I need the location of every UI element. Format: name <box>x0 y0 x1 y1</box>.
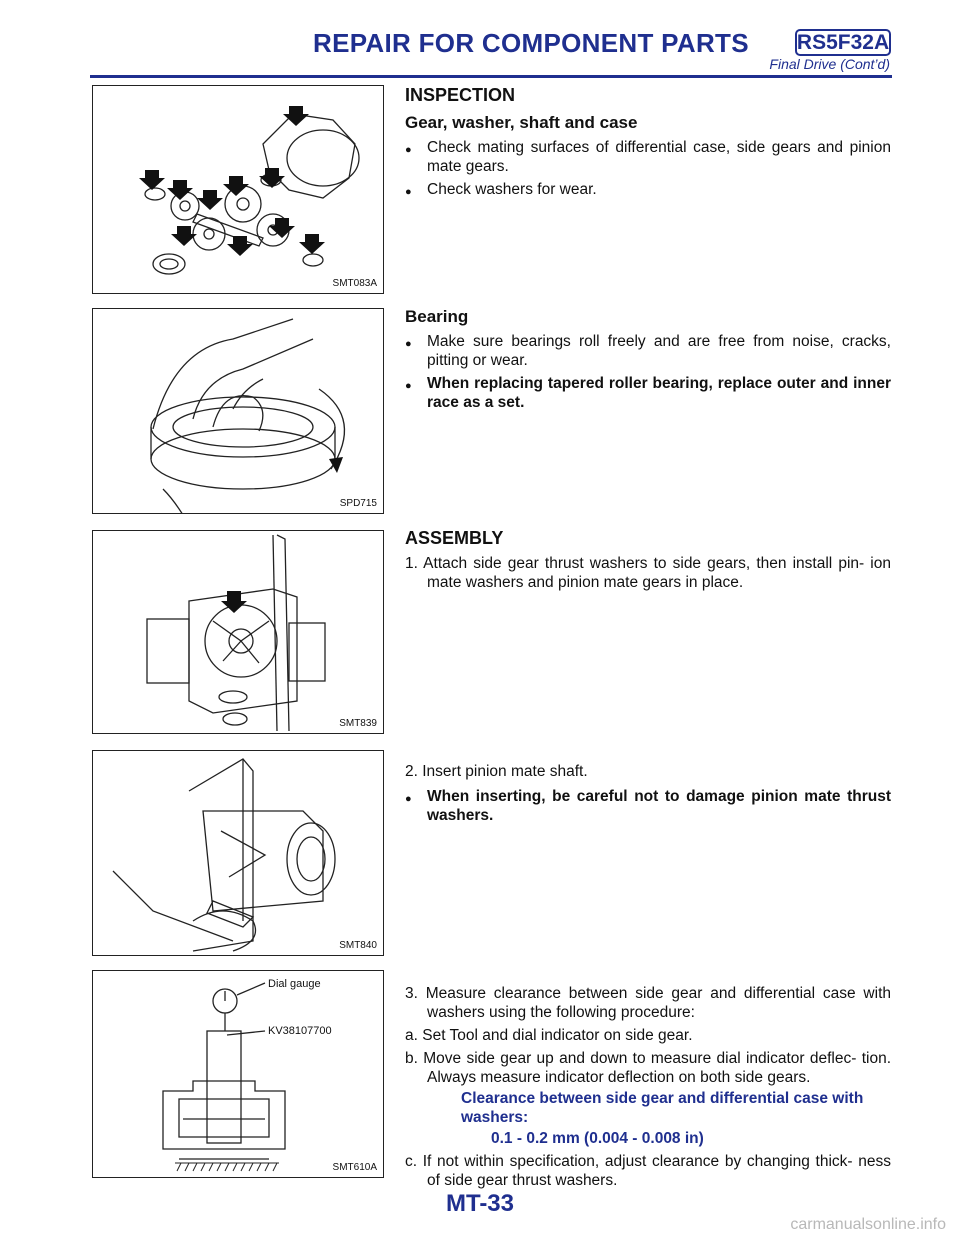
figure-code-label: SPD715 <box>339 498 377 509</box>
callout-tool-number: KV38107700 <box>268 1025 332 1037</box>
bullet-icon: ● <box>405 793 412 805</box>
spec-value: 0.1 - 0.2 mm (0.004 - 0.008 in) <box>491 1130 704 1147</box>
assembly-heading: ASSEMBLY <box>405 528 504 548</box>
differential-case-illustration <box>93 531 384 734</box>
bullet-item-caution <box>405 787 891 825</box>
bearing-subheading: Bearing <box>405 307 469 326</box>
assembly-step-2: 2. Insert pinion mate shaft. <box>405 763 588 780</box>
assembly-step-3: 3. Measure clearance between side gear and differential case with washers using the following procedure: <box>405 985 891 1021</box>
figure-code-label: SMT083A <box>332 278 377 289</box>
pinion-shaft-illustration <box>93 751 384 956</box>
callout-dial-gauge: Dial gauge <box>268 978 321 990</box>
assembly-step-2-block <box>405 762 891 825</box>
bullet-text: When replacing tapered roller bearing, replace outer and inner race as a set. <box>427 375 891 411</box>
inspection-gear-section <box>405 86 891 202</box>
page-subtitle: Final Drive (Cont’d) <box>769 56 890 72</box>
inspection-heading: INSPECTION <box>405 85 516 105</box>
bullet-item <box>405 332 891 370</box>
bullet-item <box>405 138 891 176</box>
figure-clearance-measurement <box>92 970 384 1178</box>
header-rule <box>90 75 892 78</box>
assembly-step-3a: a. Set Tool and dial indicator on side gear. <box>405 1027 693 1044</box>
gear-washer-subheading: Gear, washer, shaft and case <box>405 113 638 132</box>
watermark: carmanualsonline.info <box>790 1216 946 1233</box>
bullet-text: When inserting, be careful not to damage pinion mate thrust washers. <box>427 788 891 824</box>
figure-code-label: SMT840 <box>339 940 377 951</box>
bearing-illustration <box>93 309 384 514</box>
figure-code-label: SMT610A <box>332 1162 377 1173</box>
spec-label: Clearance between side gear and differential case with washers: <box>461 1090 864 1126</box>
bullet-text: Check washers for wear. <box>427 181 597 198</box>
model-code-badge: RS5F32A <box>795 29 891 56</box>
bullet-icon: ● <box>405 144 412 156</box>
bullet-item-caution <box>405 374 891 412</box>
assembly-step-3c: c. If not within specification, adjust clearance by changing thick- ness of side gear thrust washers. <box>405 1153 891 1189</box>
figure-bearing <box>92 308 384 514</box>
dial-gauge-illustration <box>93 971 384 1178</box>
bullet-text: Check mating surfaces of differential case, side gears and pinion mate gears. <box>427 139 891 175</box>
bullet-icon: ● <box>405 338 412 350</box>
page-number: MT-33 <box>445 1190 514 1217</box>
gears-washers-illustration <box>93 86 384 294</box>
bullet-text: Make sure bearings roll freely and are free from noise, cracks, pitting or wear. <box>427 333 891 369</box>
figure-diff-case-assembly <box>92 530 384 734</box>
figure-pinion-shaft-insertion <box>92 750 384 956</box>
bullet-icon: ● <box>405 380 412 392</box>
bullet-item <box>405 180 891 202</box>
inspection-bearing-section <box>405 307 891 412</box>
figure-code-label: SMT839 <box>339 718 377 729</box>
figure-gears-washers <box>92 85 384 294</box>
bullet-icon: ● <box>405 186 412 198</box>
assembly-step-3-block <box>405 984 891 1190</box>
assembly-step-1: 1. Attach side gear thrust washers to side gears, then install pin- ion mate washers and pinion mate gears in place. <box>405 555 891 591</box>
assembly-step-3b: b. Move side gear up and down to measure dial indicator deflec- tion. Always measure indicator deflection on both side gears. <box>405 1050 891 1086</box>
page-section-title: REPAIR FOR COMPONENT PARTS <box>313 28 749 58</box>
assembly-section <box>405 529 891 592</box>
